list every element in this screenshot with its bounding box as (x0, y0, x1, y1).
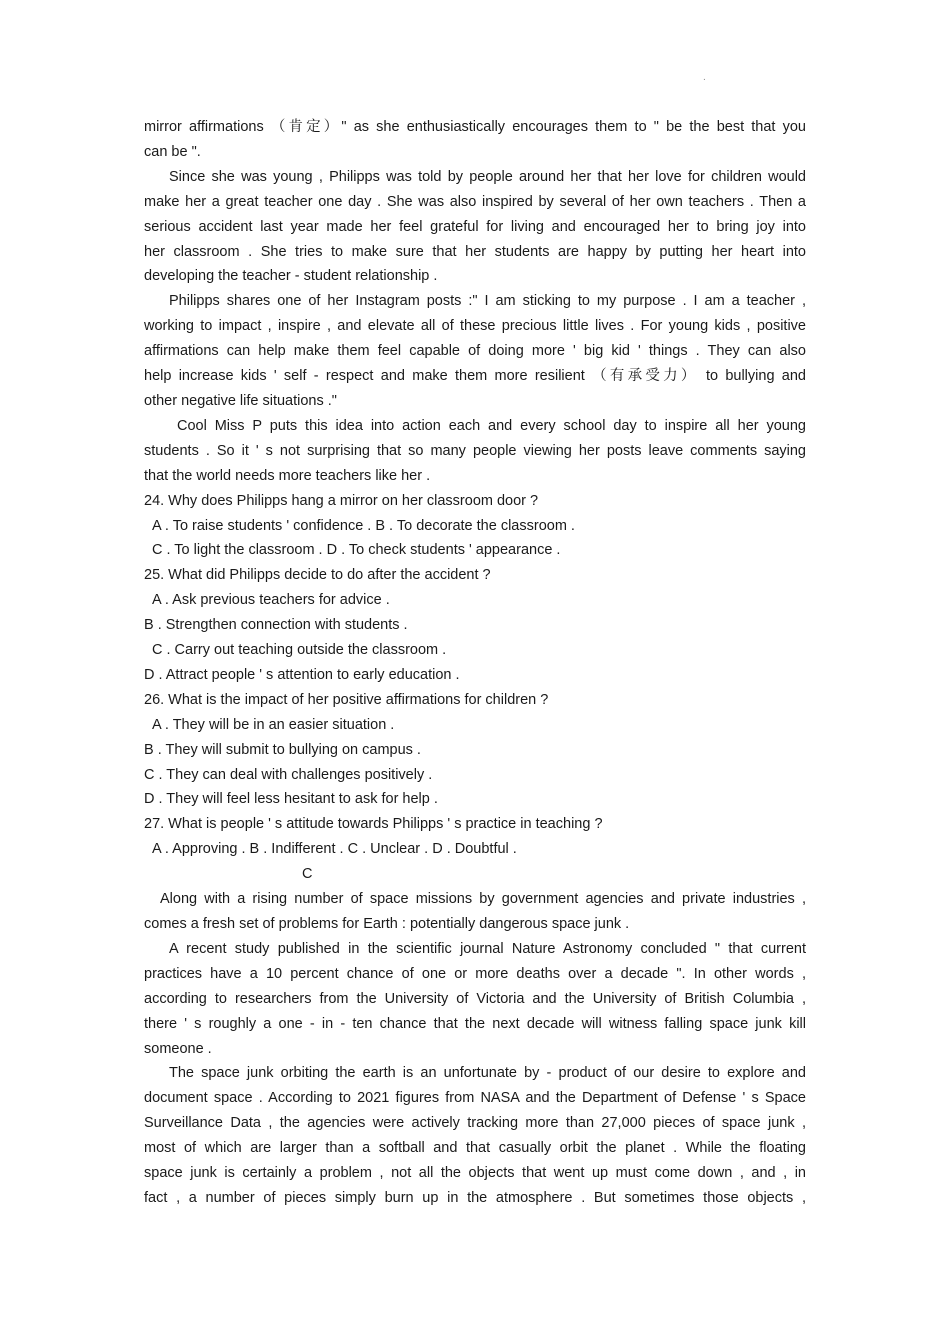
paragraph-start: Cool Miss P puts this idea into action each and every school day to inspire all her young (177, 417, 806, 434)
question-option: B . They will submit to bullying on campus . (144, 741, 421, 758)
question-27: 27. What is people ' s attitude towards Philipps ' s practice in teaching ? (144, 816, 603, 833)
text-line: other negative life situations ." (144, 392, 337, 409)
paragraph-start: Since she was young , Philipps was told by people around her that her love for children would (169, 168, 806, 185)
text-line: according to researchers from the University of Victoria and the University of British Columbia , (144, 990, 806, 1007)
paragraph-start: Philipps shares one of her Instagram posts :" I am sticking to my purpose . I am a teacher , (169, 293, 806, 310)
question-option: A . Ask previous teachers for advice . (152, 592, 390, 609)
text-line: that the world needs more teachers like her . (144, 467, 431, 484)
question-option: A . To raise students ' confidence . B . To decorate the classroom . (152, 517, 575, 534)
text-line: working to impact , inspire , and elevate all of these precious little lives . For young kids , positive (144, 318, 806, 335)
text-line: comes a fresh set of problems for Earth : potentially dangerous space junk . (144, 916, 630, 932)
text-line: can be ". (144, 143, 201, 160)
text-line: developing the teacher - student relationship . (144, 268, 438, 285)
question-option: A . Approving . B . Indifferent . C . Unclear . D . Doubtful . (152, 841, 517, 858)
question-option: D . They will feel less hesitant to ask for help . (144, 791, 438, 808)
document-body (144, 115, 806, 1211)
question-option: B . Strengthen connection with students . (144, 617, 408, 634)
question-option: C . To light the classroom . D . To check students ' appearance . (152, 542, 561, 559)
paragraph-start: Along with a rising number of space missions by government agencies and private industries , (160, 891, 806, 908)
question-option: C . Carry out teaching outside the classroom . (152, 642, 447, 659)
text-line: mirror affirmations （肯定）" as she enthusiastically encourages them to " be the best that you (144, 119, 806, 135)
text-line: someone . (144, 1040, 212, 1057)
text-line: help increase kids ' self - respect and make them more resilient （有承受力） to bullying and (144, 368, 806, 385)
text-line: practices have a 10 percent chance of one or more deaths over a decade ". In other words , (144, 965, 806, 982)
text-line: fact , a number of pieces simply burn up in the atmosphere . But sometimes those objects , (144, 1189, 806, 1206)
text-line: affirmations can help make them feel capable of doing more ' big kid ' things . They can also (144, 343, 806, 360)
question-25: 25. What did Philipps decide to do after the accident ? (144, 567, 491, 584)
section-heading: C (302, 866, 313, 883)
header-mark: . (703, 72, 706, 83)
question-24: 24. Why does Philipps hang a mirror on her classroom door ? (144, 492, 539, 509)
paragraph-start: The space junk orbiting the earth is an unfortunate by - product of our desire to explore and (169, 1065, 806, 1082)
text-line: students . So it ' s not surprising that so many people viewing her posts leave comments saying (144, 442, 806, 459)
text-line: make her a great teacher one day . She was also inspired by several of her own teachers . Then a (144, 193, 806, 210)
text-line: her classroom . She tries to make sure that her students are happy by putting her heart into (144, 243, 806, 260)
text-line: serious accident last year made her feel grateful for living and encouraged her to bring joy into (144, 218, 806, 235)
question-option: D . Attract people ' s attention to early education . (144, 666, 460, 683)
text-line: most of which are larger than a softball and that casually orbit the planet . While the floating (144, 1140, 806, 1157)
text-line: there ' s roughly a one - in - ten chance that the next decade will witness falling space junk kill (144, 1015, 806, 1032)
question-26: 26. What is the impact of her positive affirmations for children ? (144, 691, 549, 708)
question-option: C . They can deal with challenges positively . (144, 766, 433, 783)
text-line: space junk is certainly a problem , not all the objects that went up must come down , and , in (144, 1165, 806, 1182)
text-line: Surveillance Data , the agencies were actively tracking more than 27,000 pieces of space junk , (144, 1115, 806, 1132)
question-option: A . They will be in an easier situation . (152, 716, 395, 733)
text-line: document space . According to 2021 figures from NASA and the Department of Defense ' s Space (144, 1090, 806, 1107)
paragraph-start: A recent study published in the scientific journal Nature Astronomy concluded " that current (169, 940, 806, 957)
